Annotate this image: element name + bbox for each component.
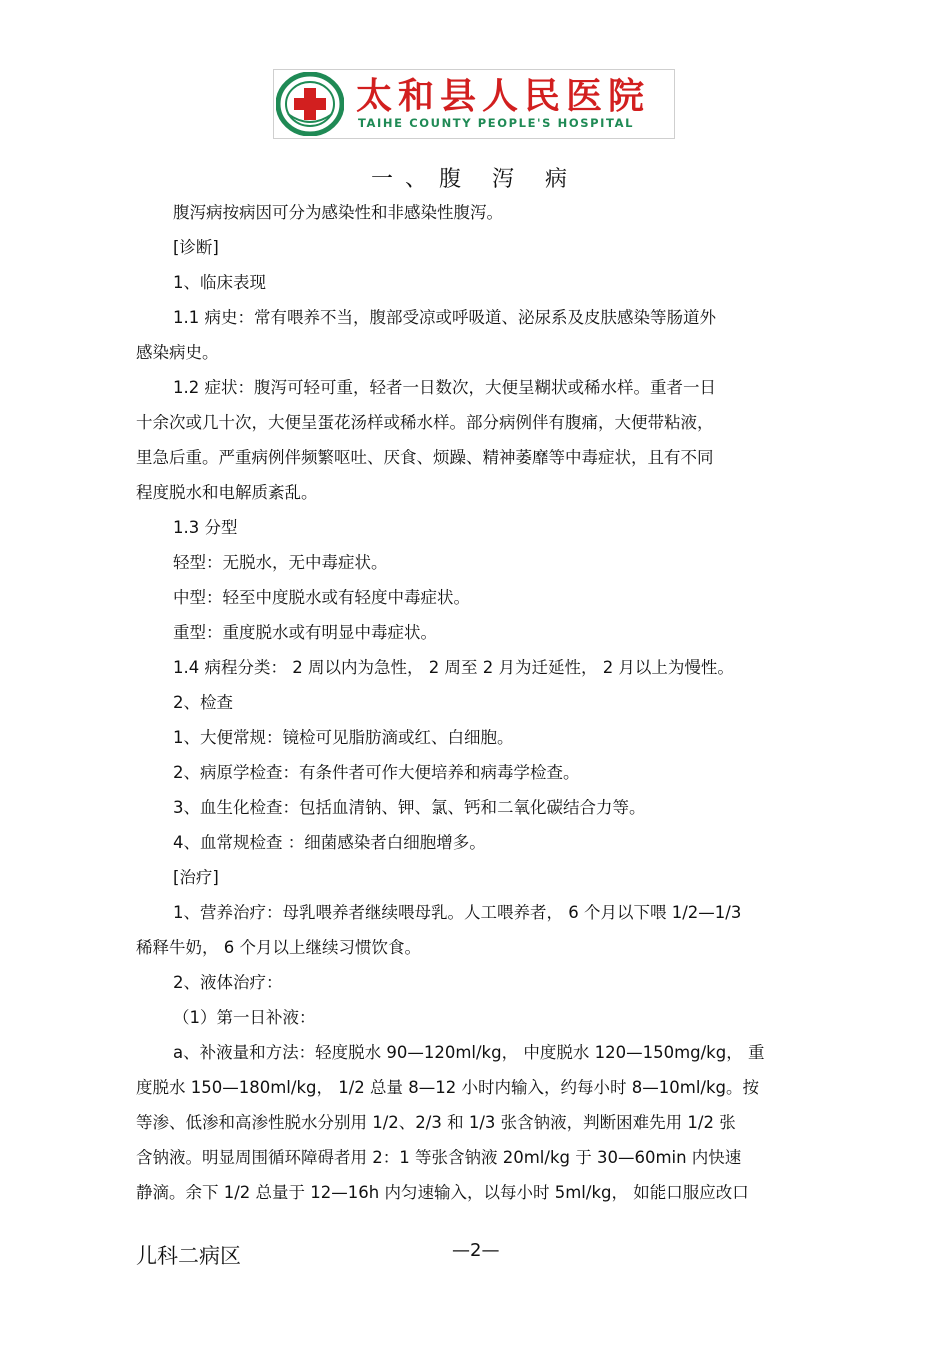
paragraph-line: 2、病原学检查：有条件者可作大便培养和病毒学检查。 — [173, 763, 580, 782]
paragraph-line: 十余次或几十次，大便呈蛋花汤样或稀水样。部分病例伴有腹痛，大便带粘液， — [136, 413, 714, 432]
paragraph-line: 静滴。余下 1/2 总量于 12—16h 内匀速输入，以每小时 5ml/kg， 如能口服应改口 — [136, 1183, 749, 1202]
paragraph-line: 1、临床表现 — [173, 273, 266, 292]
paragraph-line: 中型：轻至中度脱水或有轻度中毒症状。 — [173, 588, 470, 607]
hospital-name-cn: 太和县人民医院 — [356, 75, 651, 117]
paragraph-line: [治疗] — [173, 868, 219, 887]
hospital-name-en: TAIHE COUNTY PEOPLE'S HOSPITAL — [358, 116, 635, 130]
paragraph-line: 1、大便常规：镜检可见脂肪滴或红、白细胞。 — [173, 728, 514, 747]
paragraph-line: 2、液体治疗： — [173, 973, 283, 992]
paragraph-line: 轻型：无脱水，无中毒症状。 — [173, 553, 388, 572]
paragraph-line: a、补液量和方法：轻度脱水 90—120ml/kg， 中度脱水 120—150mg/kg， 重 — [173, 1043, 765, 1062]
paragraph-line: 程度脱水和电解质紊乱。 — [136, 483, 318, 502]
paragraph-line: （1）第一日补液： — [173, 1008, 316, 1027]
footer-page-number: —2— — [452, 1240, 500, 1261]
paragraph-line: 1.1 病史：常有喂养不当，腹部受凉或呼吸道、泌尿系及皮肤感染等肠道外 — [173, 308, 716, 327]
paragraph-line: 1.4 病程分类： 2 周以内为急性， 2 周至 2 月为迁延性， 2 月以上为慢性。 — [173, 658, 734, 677]
paragraph-line: 腹泻病按病因可分为感染性和非感染性腹泻。 — [173, 203, 503, 222]
paragraph-line: 2、检查 — [173, 693, 233, 712]
section-title: 一、腹 泻 病 — [371, 167, 579, 192]
paragraph-line: 3、血生化检查：包括血清钠、钾、氯、钙和二氧化碳结合力等。 — [173, 798, 646, 817]
hospital-cross-emblem-icon — [276, 72, 344, 136]
paragraph-line: 等渗、低渗和高渗性脱水分别用 1/2、2/3 和 1/3 张含钠液，判断困难先用 1/2 张 — [136, 1113, 736, 1132]
paragraph-line: 感染病史。 — [136, 343, 219, 362]
paragraph-line: 1.2 症状：腹泻可轻可重，轻者一日数次，大便呈糊状或稀水样。重者一日 — [173, 378, 716, 397]
hospital-logo — [273, 69, 675, 139]
paragraph-line: 4、血常规检查 ：细菌感染者白细胞增多。 — [173, 833, 486, 852]
paragraph-line: 1、营养治疗：母乳喂养者继续喂母乳。人工喂养者， 6 个月以下喂 1/2—1/3 — [173, 903, 742, 922]
paragraph-line: 度脱水 150—180ml/kg， 1/2 总量 8—12 小时内输入，约每小时 8—10ml/kg。按 — [136, 1078, 759, 1097]
paragraph-line: 里急后重。严重病例伴频繁呕吐、厌食、烦躁、精神萎靡等中毒症状，且有不同 — [136, 448, 714, 467]
footer-department: 儿科二病区 — [136, 1244, 241, 1268]
paragraph-line: 1.3 分型 — [173, 518, 238, 537]
paragraph-line: [诊断] — [173, 238, 219, 257]
paragraph-line: 稀释牛奶， 6 个月以上继续习惯饮食。 — [136, 938, 421, 957]
paragraph-line: 含钠液。明显周围循环障碍者用 2：1 等张含钠液 20ml/kg 于 30—60min 内快速 — [136, 1148, 742, 1167]
paragraph-line: 重型：重度脱水或有明显中毒症状。 — [173, 623, 437, 642]
